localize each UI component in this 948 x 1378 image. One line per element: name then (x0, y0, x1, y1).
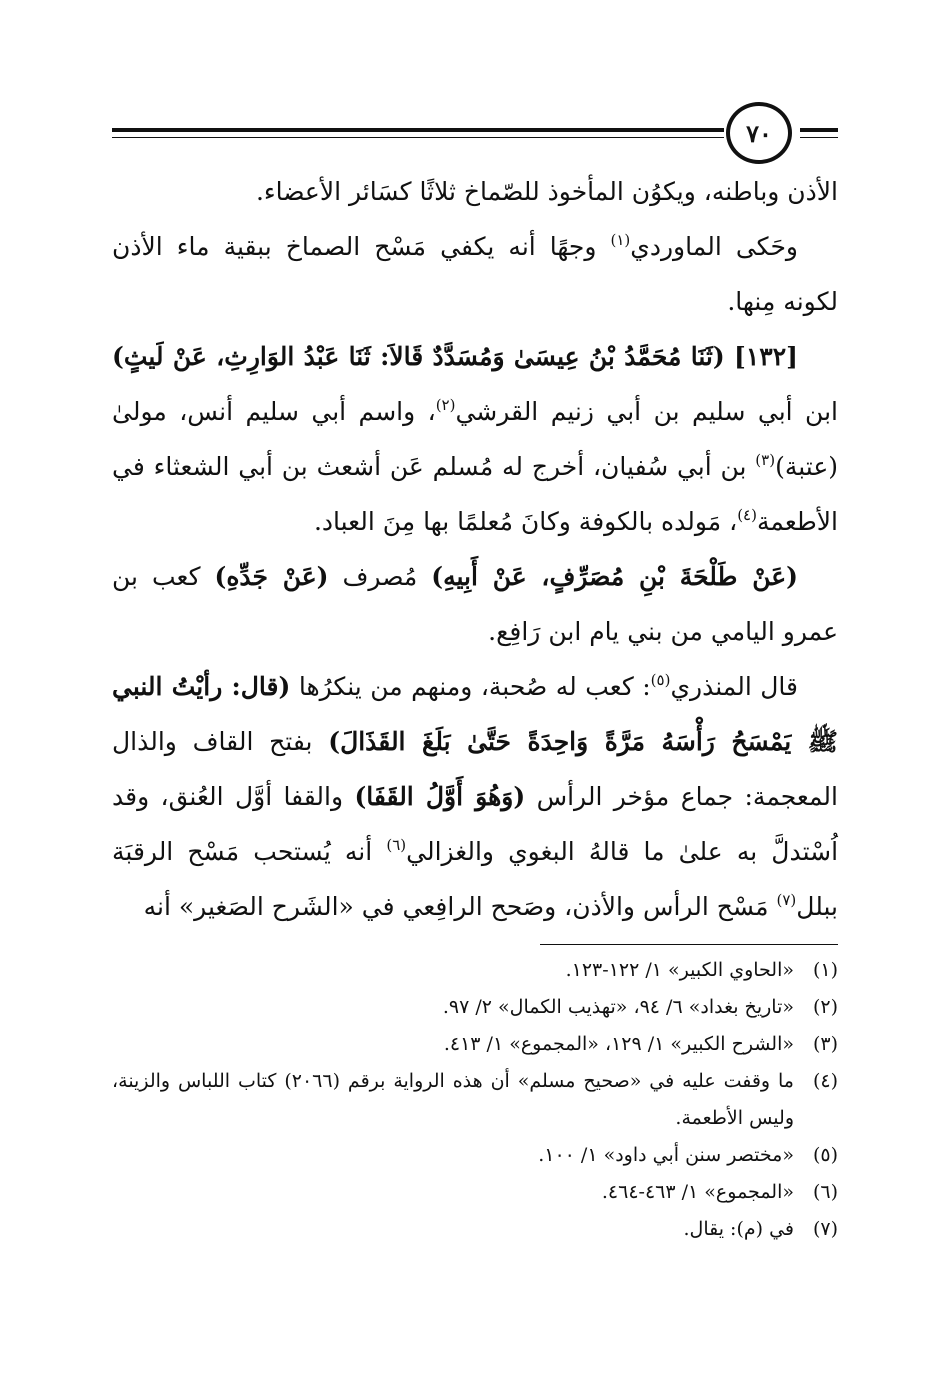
text: كعب بن عمرو اليامي من بني يام ابن رَافِع. (112, 562, 838, 646)
text: وحَكى الماوردي (630, 232, 798, 261)
text: : كعب له صُحبة، ومنهم من ينكرُها (290, 672, 651, 701)
text: أنه يُستحب مَسْح الرقبَة ببلل (112, 837, 838, 921)
footnote-ref[interactable]: (٧) (776, 891, 797, 909)
hadith-text: [١٣٢] (ثَنَا مُحَمَّدُ بْنُ عِيسَىٰ وَمُسَدَّدٌ قَالاَ: ثَنَا عَبْدُ الوَارِثِ، عَنْ لَيثٍ) (112, 342, 798, 371)
footnote (112, 1026, 838, 1063)
footnote-text: في (م): يقال. (683, 1218, 794, 1240)
footnote (112, 1063, 838, 1137)
footnote-text: ما وقفت عليه في «صحيح مسلم» أن هذه الرواية برقم (٢٠٦٦) كتاب اللباس والزينة، وليس الأطعمة. (112, 1070, 794, 1129)
page-number: ٧٠ (726, 102, 792, 164)
footnote-text: «المجموع» ١/ ٤٦٣-٤٦٤. (601, 1181, 794, 1203)
footnote (112, 989, 838, 1026)
header-rule-right-thin (800, 137, 838, 138)
hadith-text: (قال: رأيْتُ النبي ﷺ يَمْسَحُ رَأْسَهُ مَرَّةً وَاحِدَةً حَتَّىٰ بَلَغَ القَذَالَ) (112, 672, 838, 756)
footnote-number: (٦) (812, 1181, 838, 1203)
paragraph (112, 329, 838, 549)
text: ، واسم أبي سليم أنس، مولىٰ (عتبة) (112, 397, 838, 481)
footnote-number: (٣) (812, 1033, 838, 1055)
footnote-text: «تاريخ بغداد» ٦/ ٩٤، «تهذيب الكمال» ٢/ ٩٧. (442, 996, 794, 1018)
footnote-number: (٤) (812, 1070, 838, 1092)
footnote-number: (٥) (812, 1144, 838, 1166)
footnote-ref[interactable]: (٤) (737, 506, 757, 524)
footnote (112, 1174, 838, 1211)
text: بن أبي سُفيان، أخرج له مُسلم عَن أشعث بن أبي الشعثاء في الأطعمة (112, 452, 838, 536)
footnote-text: «الشرح الكبير» ١/ ١٢٩، «المجموع» ١/ ٤١٣. (443, 1033, 794, 1055)
footnote-ref[interactable]: (٦) (386, 836, 407, 854)
hadith-text: (عَنْ جَدِّهِ) (214, 562, 329, 591)
text: ، مَولده بالكوفة وكانَ مُعلمًا بها مِنَ العباد. (313, 507, 738, 536)
text: وجهًا أنه يكفي مَسْح الصماخ ببقية ماء الأذن لكونه مِنها. (112, 232, 838, 316)
paragraph (112, 549, 838, 659)
text: بفتح القاف والذال المعجمة: جماع مؤخر الرأس (112, 727, 838, 811)
paragraph (112, 659, 838, 934)
footnote (112, 1137, 838, 1174)
main-text (112, 164, 838, 934)
text: مَسْح الرأس والأذن، وصَحح الرافِعي في «الشَرح الصَغير» أنه (143, 892, 777, 921)
header-rule-thin (112, 137, 724, 138)
text: الأذن وباطنه، ويكوُن المأخوذ للصّماخ ثلاثًا كسَائر الأعضاء. (255, 177, 838, 206)
text: مُصرف (328, 562, 432, 591)
hadith-text: (وَهُوَ أَوَّلُ القَفَا) (354, 782, 526, 811)
footnote-ref[interactable]: (١) (610, 231, 631, 249)
footnotes (112, 952, 838, 1248)
footnote-ref[interactable]: (٢) (435, 396, 456, 414)
footnote-text: «مختصر سنن أبي داود» ١/ ١٠٠. (538, 1144, 794, 1166)
header-rule-right-thick (800, 128, 838, 132)
footnote-ref[interactable]: (٣) (755, 451, 776, 469)
footnote (112, 1211, 838, 1248)
footnote-number: (٧) (812, 1218, 838, 1240)
footnote-number: (١) (812, 959, 838, 981)
footnote-ref[interactable]: (٥) (650, 671, 671, 689)
header-rule-thick (112, 128, 724, 132)
footnote (112, 952, 838, 989)
footnote-number: (٢) (812, 996, 838, 1018)
page-header (112, 100, 838, 164)
text: ابن أبي سليم بن أبي زنيم القرشي (455, 397, 838, 426)
text: والقفا أوَّل العُنق، وقد اُسْتدلَّ به علىٰ ما قالهُ البغوي والغزالي (112, 782, 839, 866)
text: قال المنذري (670, 672, 798, 701)
hadith-text: (عَنْ طَلْحَةَ بْنِ مُصَرِّفٍ، عَنْ أَبِيهِ) (431, 562, 798, 591)
paragraph (112, 164, 838, 219)
footnote-text: «الحاوي الكبير» ١/ ١٢٢-١٢٣. (565, 959, 794, 981)
footnote-separator (540, 944, 838, 945)
paragraph (112, 219, 838, 329)
